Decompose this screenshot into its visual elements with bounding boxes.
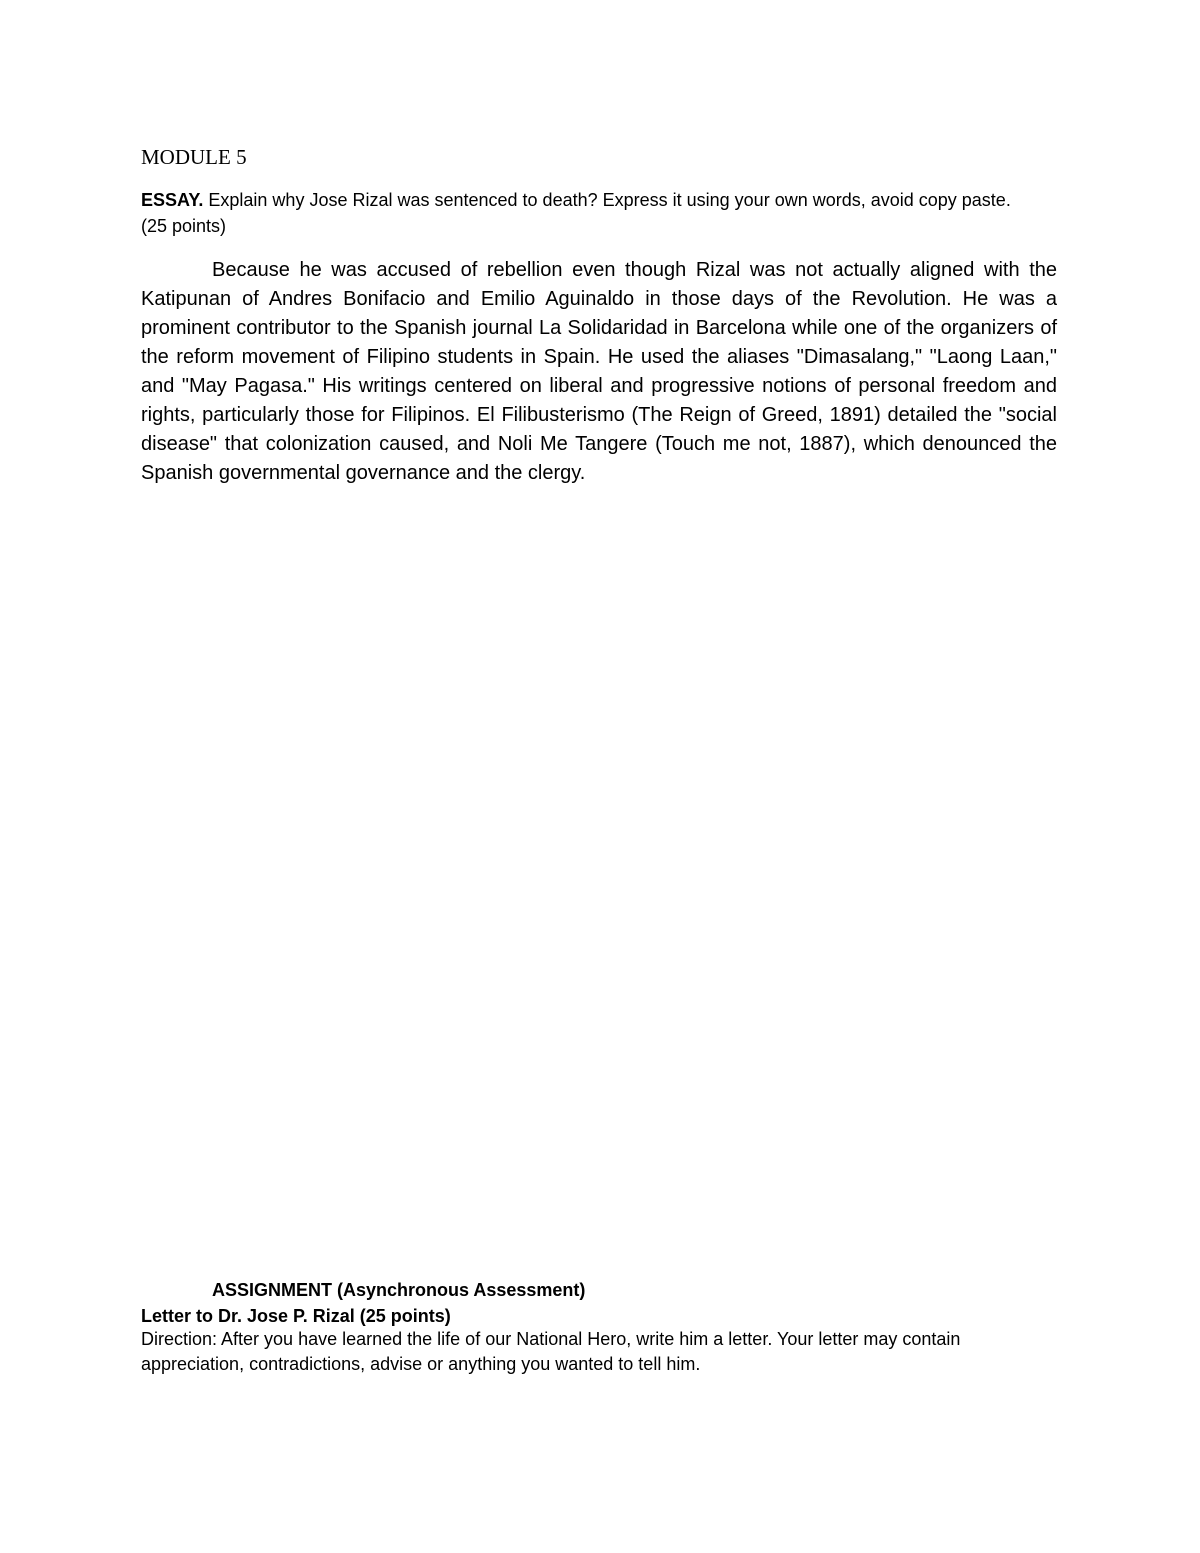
assignment-heading: ASSIGNMENT (Asynchronous Assessment) bbox=[212, 1280, 586, 1300]
essay-prompt bbox=[141, 187, 1031, 239]
essay-question: Explain why Jose Rizal was sentenced to death? Express it using your own words, avoid copy paste. (25 points) bbox=[141, 190, 1011, 236]
assignment-direction: Direction: After you have learned the life of our National Hero, write him a letter. Your letter may contain appreciation, contradictions, advise or anything you wanted to tell him. bbox=[141, 1329, 961, 1374]
essay-answer-paragraph: Because he was accused of rebellion even though Rizal was not actually aligned with the Katipunan of Andres Bonifacio and Emilio Aguinaldo in those days of the Revolution. He was a prominent contributor to the Spanish journal La Solidaridad in Barcelona while one of the organizers of the reform movement of Filipino students in Spain. He used the aliases "Dimasalang," "Laong Laan," and "May Pagasa." His writings centered on liberal and progressive notions of personal freedom and rights, particularly those for Filipinos. El Filibusterismo (The Reign of Greed, 1891) detailed the "social disease" that colonization caused, and Noli Me Tangere (Touch me not, 1887), which denounced the Spanish governmental governance and the clergy. bbox=[141, 259, 1057, 484]
letter-title: Letter to Dr. Jose P. Rizal (25 points) bbox=[141, 1306, 451, 1326]
module-title: MODULE 5 bbox=[141, 145, 247, 169]
essay-label: ESSAY. bbox=[141, 190, 204, 210]
